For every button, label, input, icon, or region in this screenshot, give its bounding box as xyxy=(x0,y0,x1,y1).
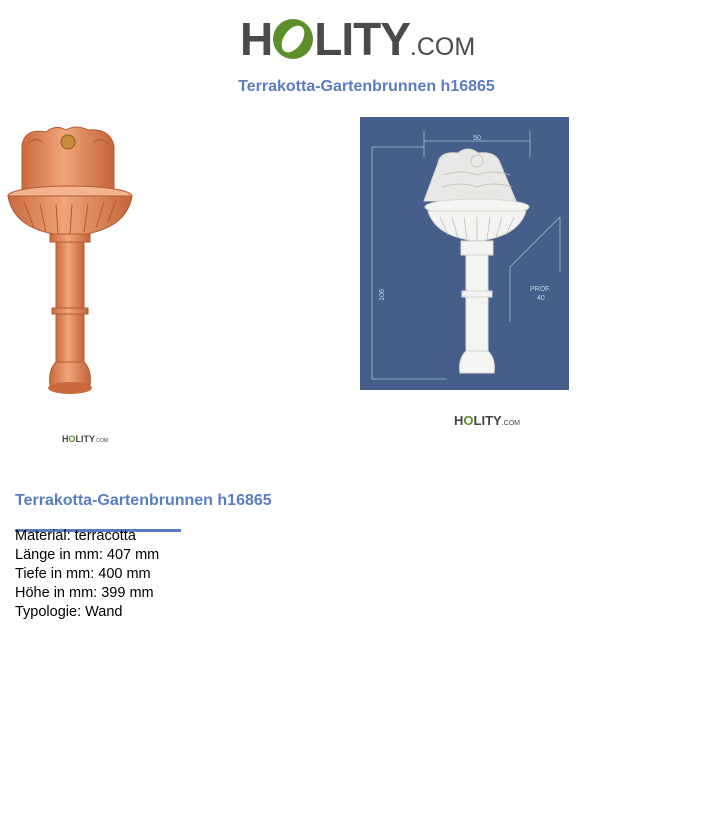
technical-drawing xyxy=(360,117,569,390)
spec-typology: Typologie: Wand xyxy=(15,604,123,620)
spec-depth: Tiefe in mm: 400 mm xyxy=(15,566,151,582)
spec-material: Material: terracotta xyxy=(15,528,136,544)
logo-o-icon xyxy=(273,19,313,59)
drawing-depth-value: 40 xyxy=(537,295,545,302)
logo-letters-lity: LITY xyxy=(314,13,410,65)
page-title: Terrakotta-Gartenbrunnen h16865 xyxy=(238,78,495,95)
drawing-depth-label: PROF. xyxy=(530,286,551,293)
site-logo[interactable] xyxy=(240,12,482,66)
drawing-watermark-logo: HOLITY.COM xyxy=(454,413,520,428)
spec-length: Länge in mm: 407 mm xyxy=(15,547,160,563)
logo-suffix: .COM xyxy=(409,33,476,61)
spec-list xyxy=(15,527,159,622)
logo-letter-h: H xyxy=(240,13,273,65)
photo-watermark-logo: HOLITY.COM xyxy=(62,434,109,444)
drawing-width-label: 50 xyxy=(473,135,481,142)
drawing-height-label: 106 xyxy=(379,289,386,301)
product-photo xyxy=(4,124,136,400)
spec-height: Höhe in mm: 399 mm xyxy=(15,585,154,601)
section-title: Terrakotta-Gartenbrunnen h16865 xyxy=(15,492,272,509)
